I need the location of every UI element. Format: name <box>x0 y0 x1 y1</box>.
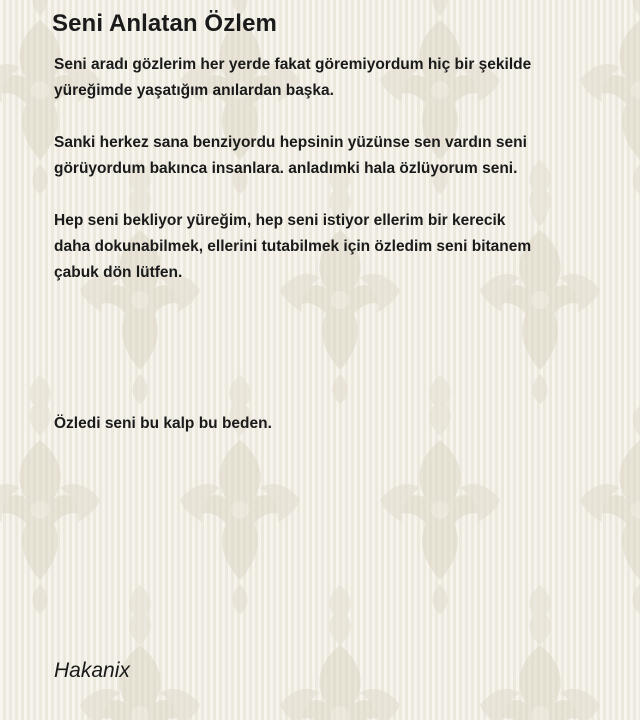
poem-line: Özledi seni bu kalp bu beden. <box>54 415 272 432</box>
poem-stanza <box>54 208 531 286</box>
poem-stanza <box>54 52 531 104</box>
poem-line: görüyordum bakınca insanlara. anladımki hala özlüyorum seni. <box>54 160 518 177</box>
poem-line: yüreğimde yaşatığım anılardan başka. <box>54 82 334 99</box>
poem-author: Hakanix <box>54 659 130 682</box>
poem-line: daha dokunabilmek, ellerini tutabilmek için özledim seni bitanem <box>54 238 532 255</box>
poem-line: Hep seni bekliyor yüreğim, hep seni istiyor ellerim bir kerecik <box>54 212 506 229</box>
poem-title: Seni Anlatan Özlem <box>52 10 277 37</box>
poem-line: çabuk dön lütfen. <box>54 264 183 281</box>
poem-stanza <box>54 411 272 437</box>
poem-line: Seni aradı gözlerim her yerde fakat göremiyordum hiç bir şekilde <box>54 56 532 73</box>
poem-stanza <box>54 130 527 182</box>
poem-line: Sanki herkez sana benziyordu hepsinin yüzünse sen vardın seni <box>54 134 527 151</box>
